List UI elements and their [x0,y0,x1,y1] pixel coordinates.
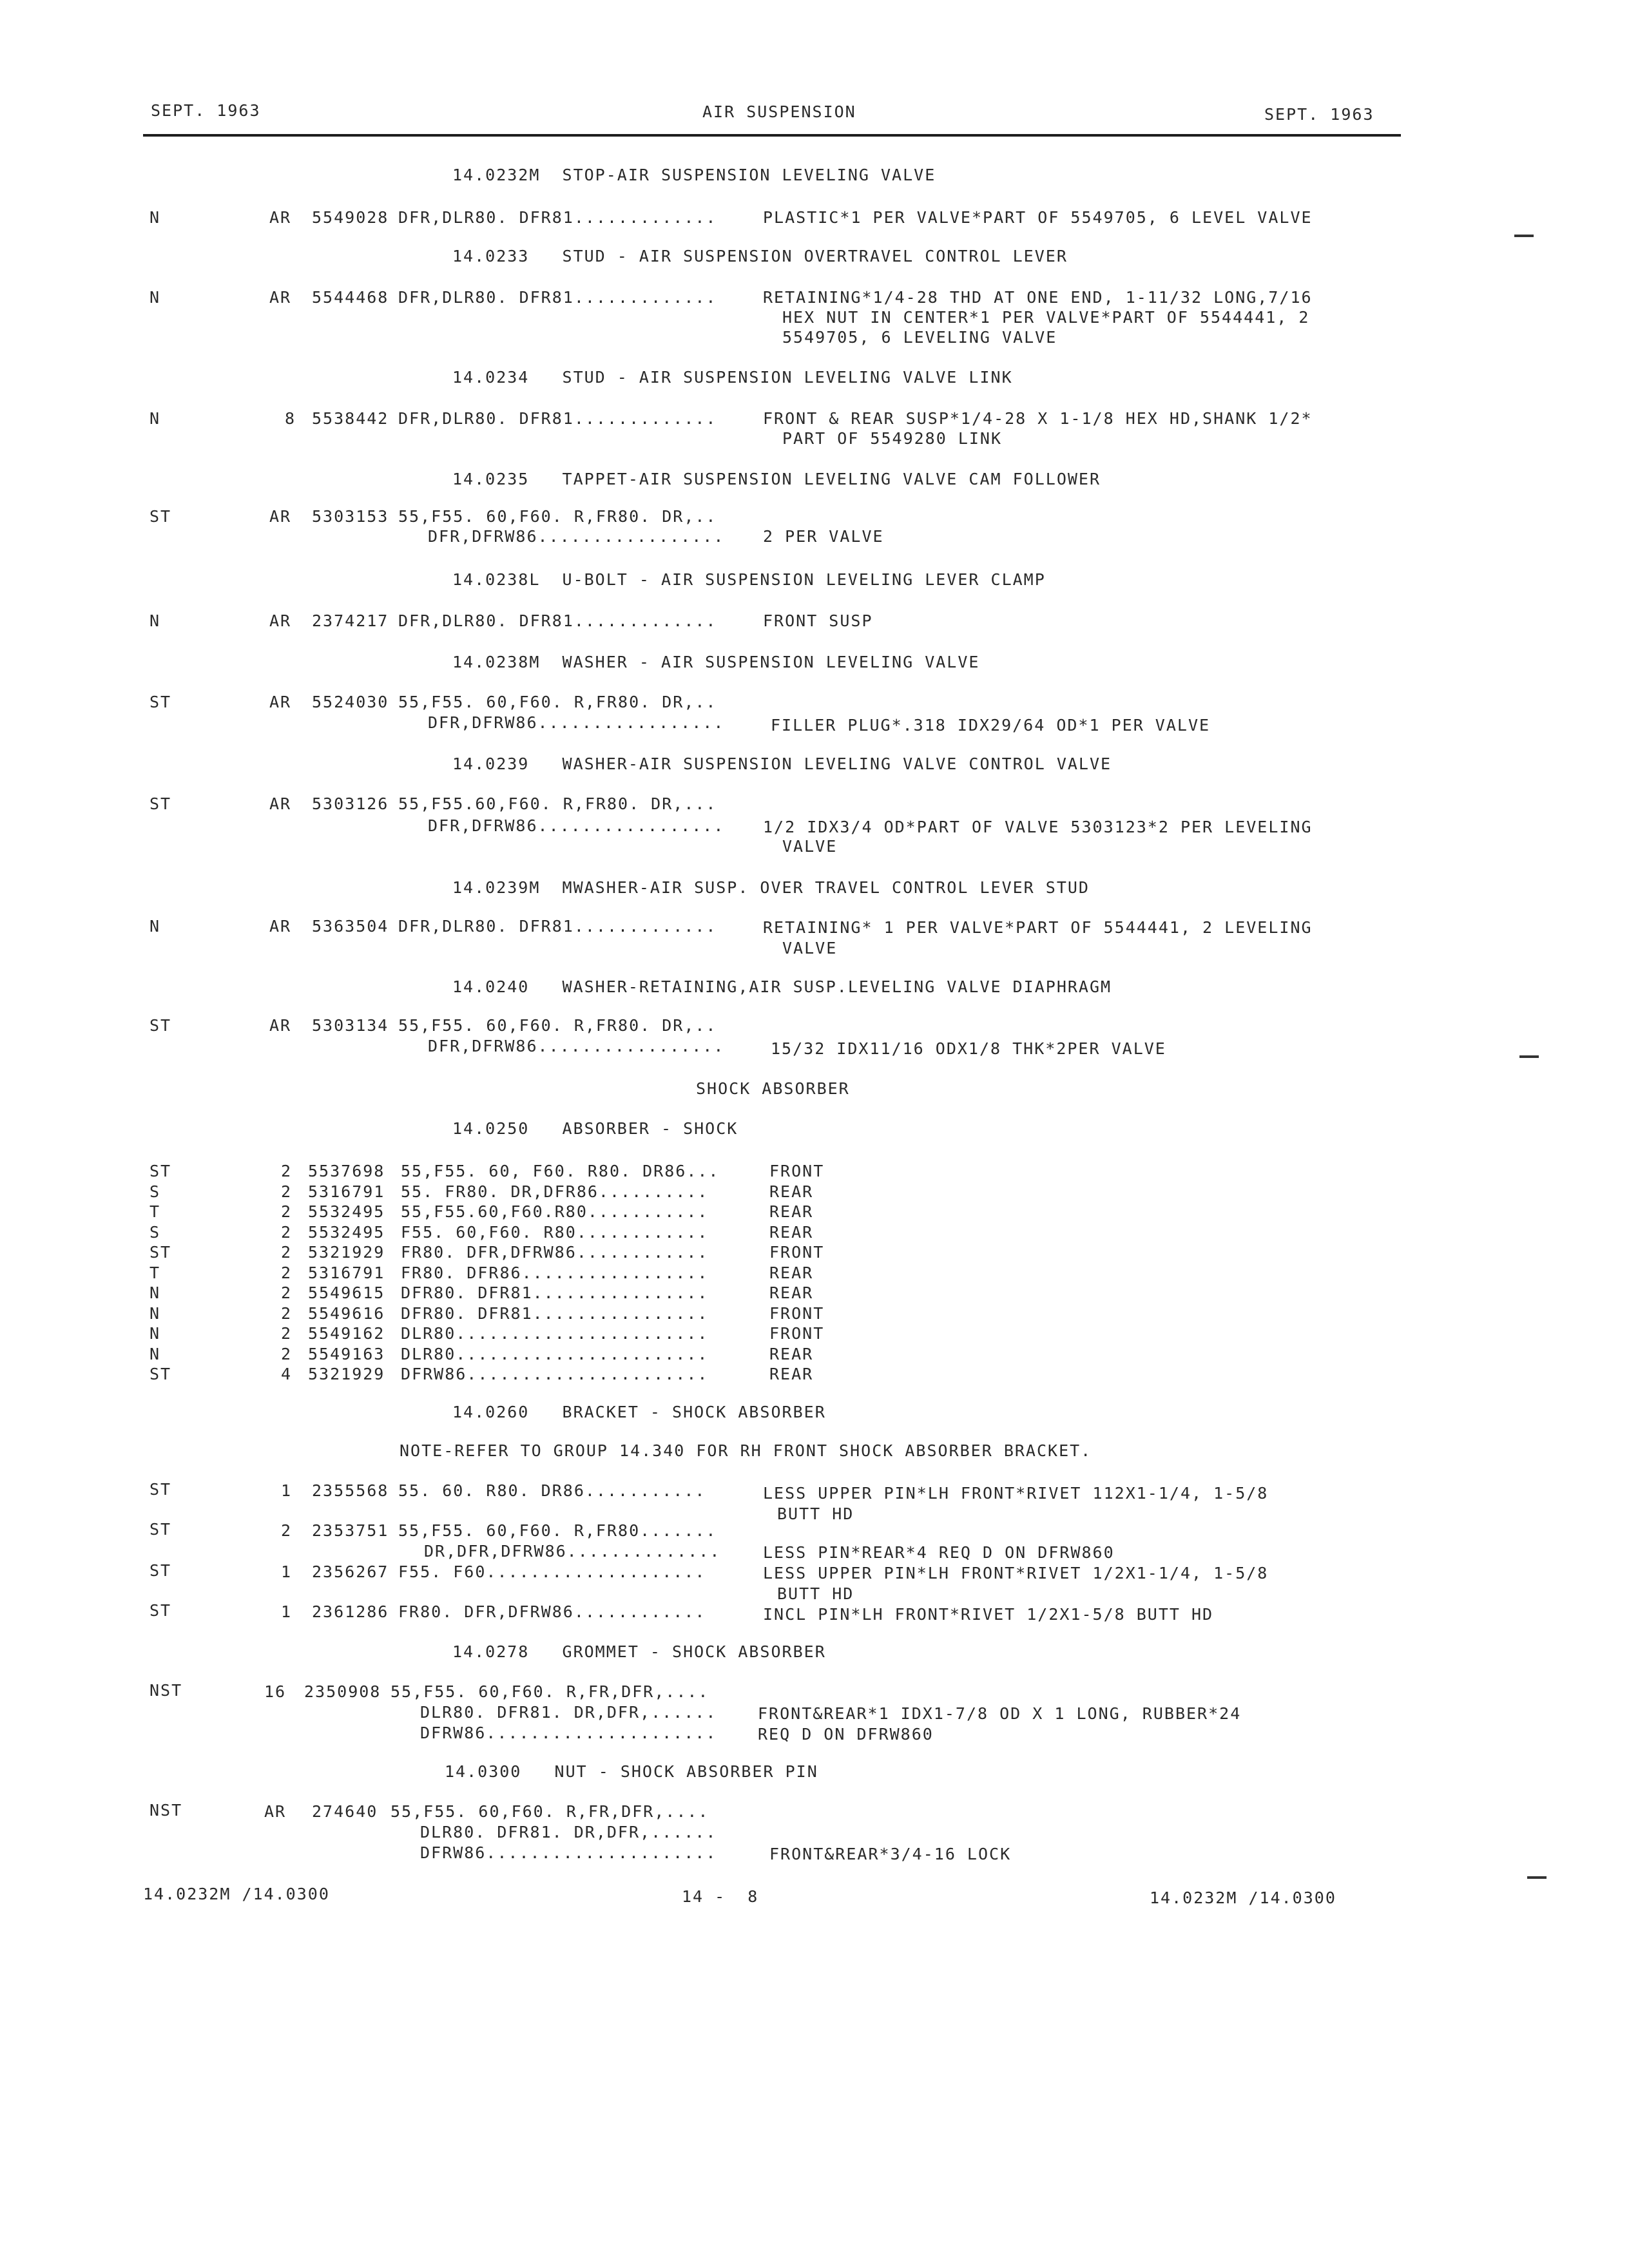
row-fitment: DFR,DLR80. DFR81............. [398,917,717,936]
row-description: REAR [769,1182,814,1201]
row-fitment: F55. 60,F60. R80............ [401,1223,709,1242]
row-description: FRONT [769,1324,825,1343]
row-part-number: 2356267 [312,1562,389,1581]
row-description: REQ D ON DFRW860 [758,1725,934,1744]
row-fitment: 55. 60. R80. DR86........... [398,1481,706,1500]
group-heading: SHOCK ABSORBER [696,1079,850,1098]
row-part-number: 2374217 [312,611,389,630]
row-fitment: DFR80. DFR81................ [401,1304,709,1323]
row-part-number: 5549615 [308,1283,385,1302]
row-fitment: 55,F55. 60,F60. R,FR80. DR,.. [398,1016,717,1035]
row-part-number: 5549028 [312,208,389,227]
row-description: RETAINING* 1 PER VALVE*PART OF 5544441, 2 LEVELING [763,918,1313,937]
row-fitment: DFR,DLR80. DFR81............. [398,208,717,227]
row-description: REAR [769,1345,814,1363]
row-part-number: 5549163 [308,1345,385,1363]
row-part-number: 2353751 [312,1521,389,1540]
row-code: N [149,1345,161,1363]
row-part-number: 2361286 [312,1602,389,1621]
row-part-number: 5303134 [312,1016,389,1035]
row-code: ST [149,1016,172,1035]
row-description: FRONT & REAR SUSP*1/4-28 X 1-1/8 HEX HD,SHANK 1/2* [763,409,1313,428]
row-qty: 2 [281,1283,293,1302]
row-qty: 2 [281,1521,293,1540]
row-qty: 1 [281,1481,293,1500]
row-fitment: 55,F55. 60, F60. R80. DR86... [401,1162,720,1180]
row-fitment: DLR80. DFR81. DR,DFR,...... [420,1703,717,1722]
row-fitment: DFR,DFRW86................. [428,527,725,546]
row-fitment: FR80. DFR,DFRW86............ [398,1602,706,1621]
row-part-number: 5321929 [308,1243,385,1262]
header-left: SEPT. 1963 [151,101,261,120]
row-fitment: DFR80. DFR81................ [401,1283,709,1302]
row-code: ST [149,507,172,526]
row-description: BUTT HD [777,1504,854,1523]
row-description: VALVE [782,837,838,856]
row-description: 1/2 IDX3/4 OD*PART OF VALVE 5303123*2 PER LEVELING [763,818,1313,836]
section-title: 14.0239M MWASHER-AIR SUSP. OVER TRAVEL CONTROL LEVER STUD [452,878,1090,897]
row-part-number: 5363504 [312,917,389,936]
row-description: FRONT [769,1304,825,1323]
row-description: FRONT [769,1162,825,1180]
section-title: 14.0232M STOP-AIR SUSPENSION LEVELING VALVE [452,166,936,184]
row-part-number: 5532495 [308,1223,385,1242]
section-title: 14.0260 BRACKET - SHOCK ABSORBER [452,1403,826,1421]
margin-mark [1514,235,1534,237]
row-part-number: 2350908 [304,1682,381,1701]
row-fitment: FR80. DFR86................. [401,1264,709,1282]
row-fitment: 55,F55.60,F60.R80........... [401,1202,709,1221]
row-code: S [149,1223,161,1242]
row-part-number: 5316791 [308,1182,385,1201]
row-qty: 2 [281,1264,293,1282]
row-code: NST [149,1681,183,1700]
margin-mark [1519,1055,1539,1058]
row-qty: 2 [281,1304,293,1323]
row-description: RETAINING*1/4-28 THD AT ONE END, 1-11/32 LONG,7/16 [763,288,1313,307]
row-description: BUTT HD [777,1584,854,1603]
row-qty: AR [269,288,292,307]
row-qty: AR [269,1016,292,1035]
row-fitment: 55. FR80. DR,DFR86.......... [401,1182,709,1201]
row-description: FRONT SUSP [763,611,873,630]
row-qty: 2 [281,1223,293,1242]
row-fitment: DFRW86...................... [401,1365,709,1383]
row-description: REAR [769,1365,814,1383]
row-fitment: 55,F55. 60,F60. R,FR,DFR,.... [390,1682,709,1701]
section-title: 14.0239 WASHER-AIR SUSPENSION LEVELING VALVE CONTROL VALVE [452,754,1112,773]
row-part-number: 5549162 [308,1324,385,1343]
row-part-number: 5321929 [308,1365,385,1383]
row-description: FRONT&REAR*3/4-16 LOCK [769,1845,1012,1863]
row-fitment: DFR,DFRW86................. [428,816,725,835]
row-code: NST [149,1801,183,1820]
row-code: N [149,1324,161,1343]
row-description: REAR [769,1223,814,1242]
row-description: LESS UPPER PIN*LH FRONT*RIVET 1/2X1-1/4, 1-5/8 [763,1564,1269,1582]
row-fitment: DFR,DLR80. DFR81............. [398,288,717,307]
row-code: S [149,1182,161,1201]
row-description: HEX NUT IN CENTER*1 PER VALVE*PART OF 5544441, 2 [782,308,1310,327]
row-code: N [149,1304,161,1323]
row-part-number: 5316791 [308,1264,385,1282]
row-part-number: 5549616 [308,1304,385,1323]
footer-page-number: 14 - 8 [682,1887,759,1906]
row-part-number: 2355568 [312,1481,389,1500]
row-qty: 2 [281,1324,293,1343]
row-part-number: 5303126 [312,794,389,813]
row-fitment: DR,DFR,DFRW86.............. [424,1542,721,1561]
row-fitment: 55,F55. 60,F60. R,FR80. DR,.. [398,507,717,526]
section-title: 14.0238M WASHER - AIR SUSPENSION LEVELING VALVE [452,653,980,671]
row-description: PART OF 5549280 LINK [782,429,1003,448]
row-qty: AR [269,507,292,526]
row-fitment: 55,F55. 60,F60. R,FR80. DR,.. [398,693,717,711]
row-code: N [149,1283,161,1302]
row-code: ST [149,1243,172,1262]
row-description: REAR [769,1264,814,1282]
row-code: N [149,611,161,630]
row-part-number: 5537698 [308,1162,385,1180]
row-fitment: DFR,DLR80. DFR81............. [398,611,717,630]
row-code: N [149,288,161,307]
header-center: AIR SUSPENSION [702,102,856,121]
row-code: N [149,409,161,428]
section-title: 14.0238L U-BOLT - AIR SUSPENSION LEVELING LEVER CLAMP [452,570,1046,589]
footer-right: 14.0232M /14.0300 [1150,1888,1336,1907]
row-qty: 2 [281,1202,293,1221]
row-qty: AR [269,794,292,813]
row-description: 5549705, 6 LEVELING VALVE [782,328,1057,347]
section-title: 14.0233 STUD - AIR SUSPENSION OVERTRAVEL CONTROL LEVER [452,247,1068,265]
section-title: 14.0234 STUD - AIR SUSPENSION LEVELING VALVE LINK [452,368,1013,387]
row-description: FRONT [769,1243,825,1262]
row-fitment: DFR,DFRW86................. [428,1037,725,1055]
section-title: 14.0235 TAPPET-AIR SUSPENSION LEVELING VALVE CAM FOLLOWER [452,470,1101,488]
row-fitment: 55,F55. 60,F60. R,FR80....... [398,1521,717,1540]
row-qty: 1 [281,1562,293,1581]
row-code: ST [149,1480,172,1499]
row-qty: AR [264,1802,287,1821]
row-fitment: DFRW86..................... [420,1724,717,1742]
row-part-number: 5544468 [312,288,389,307]
row-code: T [149,1264,161,1282]
section-title: 14.0300 NUT - SHOCK ABSORBER PIN [445,1762,818,1781]
row-part-number: 5532495 [308,1202,385,1221]
row-qty: AR [269,208,292,227]
row-part-number: 5524030 [312,693,389,711]
row-qty: AR [269,611,292,630]
row-code: ST [149,693,172,711]
row-description: LESS UPPER PIN*LH FRONT*RIVET 112X1-1/4, 1-5/8 [763,1484,1269,1503]
row-description: VALVE [782,939,838,957]
section-title: 14.0240 WASHER-RETAINING,AIR SUSP.LEVELING VALVE DIAPHRAGM [452,977,1112,996]
row-code: ST [149,1561,172,1580]
row-fitment: DLR80. DFR81. DR,DFR,...... [420,1823,717,1841]
row-fitment: DFRW86..................... [420,1843,717,1862]
row-description: INCL PIN*LH FRONT*RIVET 1/2X1-5/8 BUTT HD [763,1605,1214,1624]
row-fitment: DLR80....................... [401,1345,709,1363]
section-note: NOTE-REFER TO GROUP 14.340 FOR RH FRONT SHOCK ABSORBER BRACKET. [400,1441,1092,1460]
row-code: ST [149,1162,172,1180]
row-qty: 16 [264,1682,287,1701]
row-qty: 2 [281,1243,293,1262]
row-fitment: 55,F55.60,F60. R,FR80. DR,... [398,794,717,813]
row-description: REAR [769,1283,814,1302]
header-rule [143,134,1401,137]
row-qty: AR [269,693,292,711]
row-qty: 1 [281,1602,293,1621]
row-qty: 8 [285,409,296,428]
row-qty: 4 [281,1365,293,1383]
row-qty: 2 [281,1162,293,1180]
row-description: REAR [769,1202,814,1221]
row-part-number: 274640 [312,1802,378,1821]
row-description: 15/32 IDX11/16 ODX1/8 THK*2PER VALVE [771,1039,1166,1058]
header-right: SEPT. 1963 [1264,105,1374,124]
row-code: N [149,917,161,936]
row-qty: 2 [281,1345,293,1363]
row-part-number: 5303153 [312,507,389,526]
row-qty: 2 [281,1182,293,1201]
footer-left: 14.0232M /14.0300 [143,1885,330,1903]
row-fitment: DFR,DFRW86................. [428,713,725,732]
row-code: ST [149,1520,172,1539]
margin-mark [1527,1876,1547,1879]
row-code: ST [149,1365,172,1383]
row-fitment: F55. F60.................... [398,1562,706,1581]
row-description: PLASTIC*1 PER VALVE*PART OF 5549705, 6 LEVEL VALVE [763,208,1313,227]
row-fitment: 55,F55. 60,F60. R,FR,DFR,.... [390,1802,709,1821]
section-title: 14.0250 ABSORBER - SHOCK [452,1119,738,1138]
row-description: LESS PIN*REAR*4 REQ D ON DFRW860 [763,1543,1115,1562]
row-qty: AR [269,917,292,936]
row-code: ST [149,794,172,813]
row-description: 2 PER VALVE [763,527,884,546]
row-part-number: 5538442 [312,409,389,428]
row-description: FILLER PLUG*.318 IDX29/64 OD*1 PER VALVE [771,716,1211,735]
row-fitment: DLR80....................... [401,1324,709,1343]
row-description: FRONT&REAR*1 IDX1-7/8 OD X 1 LONG, RUBBER*24 [758,1704,1242,1723]
section-title: 14.0278 GROMMET - SHOCK ABSORBER [452,1642,826,1661]
row-code: ST [149,1601,172,1620]
row-fitment: FR80. DFR,DFRW86............ [401,1243,709,1262]
row-code: N [149,208,161,227]
row-code: T [149,1202,161,1221]
row-fitment: DFR,DLR80. DFR81............. [398,409,717,428]
